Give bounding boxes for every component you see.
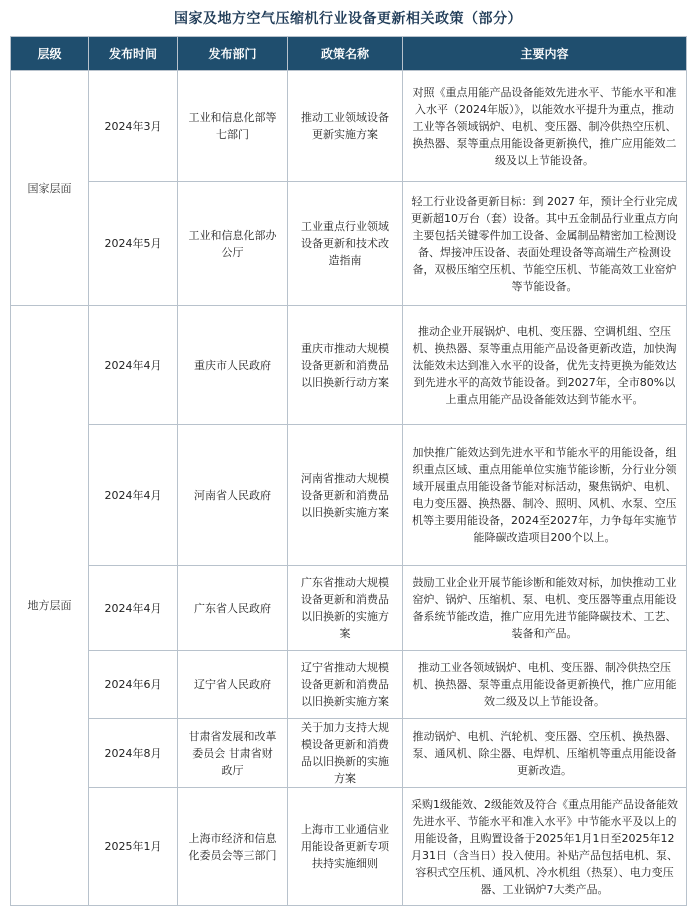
row-date: 2025年1月 [89,788,178,906]
row-date: 2024年6月 [89,651,178,719]
row-content: 加快推广能效达到先进水平和节能水平的用能设备，组织重点区域、重点用能单位实施节能诊断，分行业分领域开展重点用能设备节能对标活动，聚焦锅炉、电机、电力变压器、换热器、制冷、照明、风机、水泵、空压机等主要用能设备，2024至2027年，力争每年实施节能降碳改造项目200个以上。 [403,425,687,566]
header-level: 层级 [11,37,89,71]
row-policy: 河南省推动大规模设备更新和消费品以旧换新实施方案 [288,425,403,566]
page-title: 国家及地方空气压缩机行业设备更新相关政策（部分） [174,11,522,27]
table-row [11,182,687,306]
row-content: 推动企业开展锅炉、电机、变压器、空调机组、空压机、换热器、泵等重点用能产品设备更新改造，加快淘汰能效未达到准入水平的设备，优先支持更换为能效达到先进水平的高效节能设备。到2027年，全市80%以上重点用能产品设备能效达到节能水平。 [403,306,687,425]
row-policy: 辽宁省推动大规模设备更新和消费品以旧换新实施方案 [288,651,403,719]
row-policy: 广东省推动大规模设备更新和消费品以旧换新的实施方案 [288,566,403,651]
row-policy: 工业重点行业领域设备更新和技术改造指南 [288,182,403,306]
table-row [11,719,687,788]
row-policy: 推动工业领域设备更新实施方案 [288,71,403,182]
level-local: 地方层面 [11,306,89,906]
row-content: 推动工业各领域锅炉、电机、变压器、制冷供热空压机、换热器、泵等重点用能设备更新换代，推广应用能效二级及以上节能设备。 [403,651,687,719]
header-content: 主要内容 [403,37,687,71]
row-dept: 上海市经济和信息化委员会等三部门 [178,788,288,906]
row-content: 鼓励工业企业开展节能诊断和能效对标，加快推动工业窑炉、锅炉、压缩机、泵、电机、变压器等重点用能设备系统节能改造，推广应用先进节能降碳技术、工艺、装备和产品。 [403,566,687,651]
row-date: 2024年4月 [89,566,178,651]
row-dept: 甘肃省发展和改革委员会 甘肃省财政厅 [178,719,288,788]
table-row [11,566,687,651]
row-dept: 河南省人民政府 [178,425,288,566]
policy-table [10,36,687,906]
row-date: 2024年3月 [89,71,178,182]
row-dept: 辽宁省人民政府 [178,651,288,719]
row-date: 2024年8月 [89,719,178,788]
row-content: 轻工行业设备更新目标：到 2027 年，预计全行业完成更新超10万台（套）设备。其中五金制品行业重点方向主要包括关键零件加工设备、金属制品精密加工检测设备、焊接冲压设备、表面处理设备等高端生产检测设备，双极压缩空压机、节能空压机、节能高效工业窑炉等节能设备。 [403,182,687,306]
row-dept: 工业和信息化部办公厅 [178,182,288,306]
row-content: 推动锅炉、电机、汽轮机、变压器、空压机、换热器、泵、通风机、除尘器、电焊机、压缩机等重点用能设备更新改造。 [403,719,687,788]
table-row [11,306,687,425]
table-row [11,651,687,719]
row-content: 对照《重点用能产品设备能效先进水平、节能水平和准入水平（2024年版）》，以能效水平提升为重点，推动工业等各领域锅炉、电机、变压器、制冷供热空压机、换热器、泵等重点用能设备更新换代，推广应用能效二级及以上节能设备。 [403,71,687,182]
row-dept: 工业和信息化部等七部门 [178,71,288,182]
row-dept: 广东省人民政府 [178,566,288,651]
header-dept: 发布部门 [178,37,288,71]
row-dept: 重庆市人民政府 [178,306,288,425]
row-date: 2024年4月 [89,425,178,566]
row-policy: 重庆市推动大规模设备更新和消费品以旧换新行动方案 [288,306,403,425]
table-row [11,788,687,906]
level-national: 国家层面 [11,71,89,306]
row-date: 2024年5月 [89,182,178,306]
row-date: 2024年4月 [89,306,178,425]
header-date: 发布时间 [89,37,178,71]
row-content: 采购1级能效、2级能效及符合《重点用能产品设备能效先进水平、节能水平和准入水平》中节能水平及以上的用能设备，且购置设备于2025年1月1日至2025年12月31日（含当日）投入使用。补贴产品包括电机、泵、容积式空压机、通风机、冷水机组（热泵）、电力变压器、工业锅炉7大类产品。 [403,788,687,906]
row-policy: 关于加力支持大规模设备更新和消费品以旧换新的实施方案 [288,719,403,788]
row-policy: 上海市工业通信业用能设备更新专项扶持实施细则 [288,788,403,906]
table-header-row [11,37,687,71]
table-row [11,71,687,182]
table-row [11,425,687,566]
header-policy: 政策名称 [288,37,403,71]
